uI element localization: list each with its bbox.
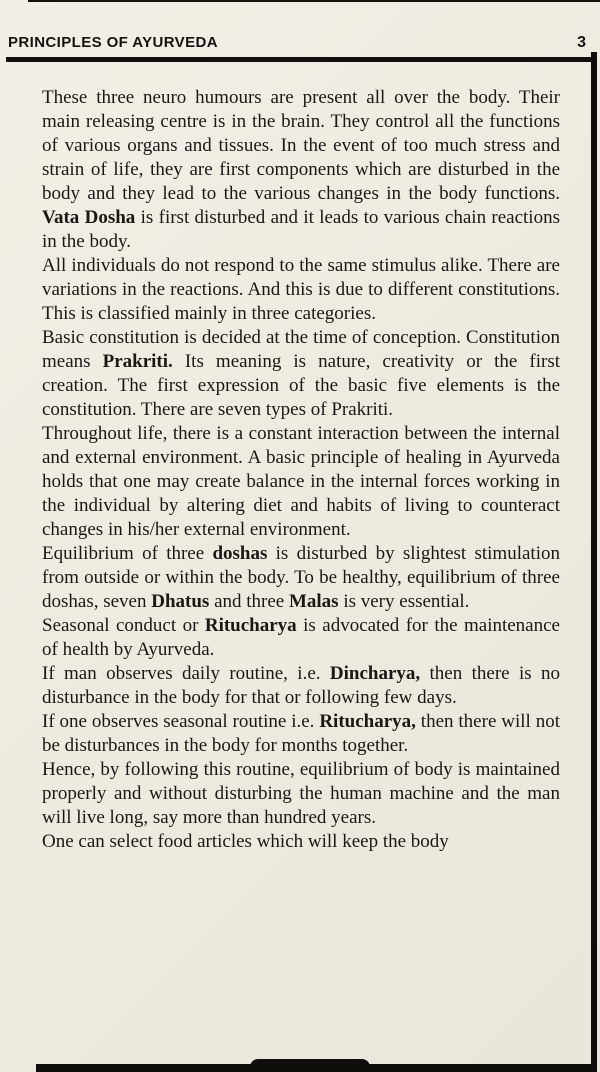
text-run: then there is no disturbance in the body for that or following few days.: [42, 663, 561, 708]
text-run: Equilibrium of three: [42, 543, 213, 564]
paragraph: [42, 830, 560, 854]
text-run: and three: [209, 591, 289, 612]
paragraph: [42, 86, 560, 254]
text-run: then there will not be disturbances in the body for months together.: [42, 711, 560, 756]
text-run: Hence, by following this routine, equilibrium of body is maintained properly and without disturbing the human machine and the man will live long, say more than hundred years.: [42, 759, 560, 828]
text-run: Its meaning is nature, creativity or the first creation. The first expression of the basic five elements is the constitution. There are seven types of Prakriti.: [42, 351, 560, 420]
right-edge-bar: [591, 52, 597, 1072]
text-run: is first disturbed and it leads to various chain reactions in the body.: [42, 207, 560, 252]
bottom-edge-blob: [250, 1059, 370, 1072]
bold-term: Ritucharya: [204, 615, 297, 636]
text-run: Basic constitution is decided at the time of conception. Constitution means: [42, 327, 560, 372]
running-title: PRINCIPLES OF AYURVEDA: [8, 34, 218, 51]
text-run: is disturbed by slightest stimulation from outside or within the body. To be healthy, equilibrium of three doshas, seven: [42, 543, 560, 612]
text-run: is advocated for the maintenance of health by Ayurveda.: [42, 615, 560, 660]
bold-term: Ritucharya,: [319, 711, 416, 732]
paragraph: [42, 254, 560, 326]
paragraph: [42, 326, 560, 422]
paragraph: [42, 710, 560, 758]
text-run: If man observes daily routine, i.e.: [42, 663, 330, 684]
page-body: [42, 86, 560, 854]
text-run: One can select food articles which will keep the body: [42, 831, 449, 852]
paragraph: [42, 758, 560, 830]
top-edge-line: [28, 0, 600, 2]
paragraph: [42, 662, 560, 710]
bold-term: doshas: [212, 543, 268, 564]
paragraph: [42, 422, 560, 542]
page-header: [8, 34, 586, 52]
paragraph: [42, 542, 560, 614]
text-run: Seasonal conduct or: [42, 615, 205, 636]
page-number: 3: [577, 34, 586, 51]
text-run: If one observes seasonal routine i.e.: [42, 711, 320, 732]
text-run: These three neuro humours are present all over the body. Their main releasing centre is in the brain. They control all the functions of various organs and tissues. In the event of too much stress and strain of life, they are first components which are disturbed in the body and they lead to the various changes in the body functions.: [42, 87, 560, 204]
paragraph: [42, 614, 560, 662]
text-run: is very essential.: [338, 591, 470, 612]
bold-term: Vata Dosha: [42, 207, 136, 228]
bold-term: Dhatus: [151, 591, 210, 612]
text-run: Throughout life, there is a constant interaction between the internal and external environment. A basic principle of healing in Ayurveda holds that one may create balance in the internal forces working in the individual by altering diet and habits of living to counteract changes in his/her external environment.: [42, 423, 560, 540]
bold-term: Malas: [288, 591, 339, 612]
header-rule: [6, 57, 591, 62]
bold-term: Prakriti.: [102, 351, 173, 372]
text-run: All individuals do not respond to the same stimulus alike. There are variations in the reactions. And this is due to different constitutions. This is classified mainly in three categories.: [42, 255, 560, 324]
bold-term: Dincharya,: [329, 663, 421, 684]
